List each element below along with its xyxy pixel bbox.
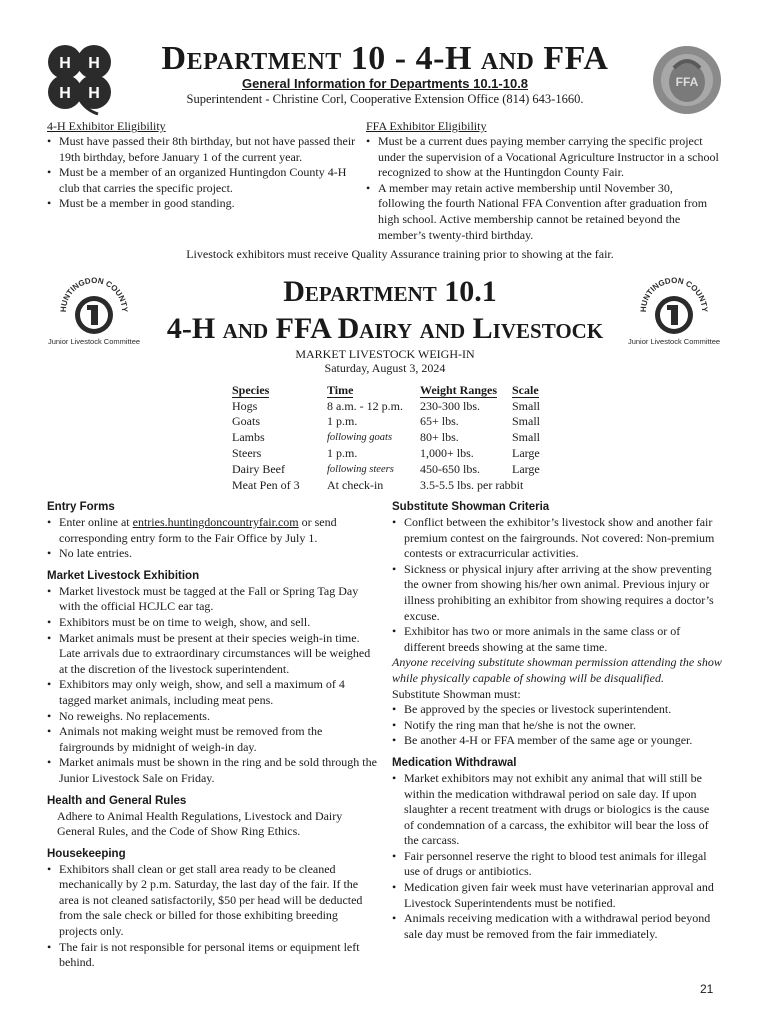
list-item: • Exhibitors may only weigh, show, and sell a maximum of 4 tagged market animals, including meat pens.	[47, 677, 377, 708]
health-rules-text: Adhere to Animal Health Regulations, Livestock and Dairy General Rules, and the Code of Show Ring Ethics.	[57, 808, 343, 839]
housekeeping-heading: Housekeeping	[47, 847, 126, 860]
table-row	[232, 446, 557, 462]
list-item: • Must be a member in good standing.	[47, 196, 367, 212]
department-10-title: Department 10 - 4-H and FFA	[161, 40, 609, 77]
list-item: • Sickness or physical injury after arriving at the show preventing the owner from showing his/her own animal. Previous injury or illness prohibiting an exhibitor from showing requires a doctor’s excuse.	[392, 562, 722, 624]
table-cell: 230-300 lbs.	[420, 398, 480, 413]
weighin-title: MARKET LIVESTOCK WEIGH-IN	[295, 347, 475, 361]
fourh-eligibility-heading: 4-H Exhibitor Eligibility	[47, 119, 166, 133]
jlc-county-arc-text-left: HUNTINGDON COUNTY	[58, 275, 130, 313]
table-cell: Lambs	[232, 430, 265, 445]
list-item: • Animals not making weight must be removed from the fairgrounds by midnight of weigh-in day.	[47, 724, 377, 755]
market-livestock-heading: Market Livestock Exhibition	[47, 569, 200, 582]
column-header-species: Species	[232, 383, 270, 397]
list-item: • Animals receiving medication with a withdrawal period beyond sale day must be removed from the fair immediately.	[392, 911, 722, 942]
svg-text:H: H	[88, 55, 100, 72]
list-item: • Must be a current dues paying member carrying the specific project under the supervision of a Vocational Agriculture Instructor in a school recognized to show at the Huntingdon County Fair.	[366, 134, 722, 181]
table-row	[232, 399, 557, 415]
page-number: 21	[700, 982, 714, 996]
list-item: • Exhibitor has two or more animals in the same class or of different breeds showing at the same time.	[392, 624, 722, 655]
list-item: • Must have passed their 8th birthday, but not have passed their 19th birthday, before January 1 of the current year.	[47, 134, 367, 165]
table-cell: Steers	[232, 446, 262, 461]
table-row	[232, 478, 557, 494]
list-item: • The fair is not responsible for personal items or equipment left behind.	[47, 940, 377, 971]
entry-forms-heading: Entry Forms	[47, 501, 115, 513]
table-cell: Large	[512, 446, 540, 461]
column-header-weight: Weight Ranges	[420, 383, 498, 397]
ffa-eligibility-heading: FFA Exhibitor Eligibility	[366, 119, 487, 133]
table-cell: following steers	[327, 464, 394, 476]
table-row	[232, 414, 557, 430]
column-header-scale: Scale	[512, 383, 539, 397]
superintendent-line: Superintendent - Christine Corl, Cooperative Extension Office (814) 643-1660.	[186, 92, 584, 106]
general-info-subtitle: General Information for Departments 10.1-10.8	[241, 76, 529, 91]
table-cell: At check-in	[327, 478, 384, 493]
list-item: • No reweighs. No replacements.	[47, 709, 377, 725]
list-item: • Be approved by the species or livestock superintendent.	[392, 702, 722, 718]
list-item: • Market livestock must be tagged at the Fall or Spring Tag Day with the official HCJLC ear tag.	[47, 584, 377, 615]
list-item: • A member may retain active membership until November 30, following the fourth National FFA Convention after graduation from high school. Active membership cannot be retained beyond the member’s twenty-third birthday.	[366, 181, 722, 243]
list-item: • Exhibitors must be on time to weigh, show, and sell.	[47, 615, 377, 631]
disqualification-note: Anyone receiving substitute showman permission attending the show while physically capable of showing will be disqualified.	[392, 655, 722, 685]
list-item: • Be another 4-H or FFA member of the same age or younger.	[392, 733, 722, 749]
svg-text:H: H	[59, 85, 71, 102]
table-cell: Small	[512, 398, 541, 413]
weighin-date: Saturday, August 3, 2024	[324, 361, 446, 375]
weighin-table	[232, 383, 557, 494]
medication-withdrawal-heading: Medication Withdrawal	[392, 756, 517, 769]
svg-text:FFA: FFA	[675, 75, 699, 89]
table-cell: 1 p.m.	[327, 446, 358, 461]
ffa-emblem-logo	[650, 42, 724, 118]
jlc-caption-left: Junior Livestock Committee	[47, 337, 141, 346]
health-rules-heading: Health and General Rules	[47, 794, 187, 807]
entry-text-pre: Enter online at	[59, 515, 133, 529]
table-cell: Dairy Beef	[232, 462, 285, 477]
list-item: • Fair personnel reserve the right to blood test animals for illegal use of drugs or antibiotics.	[392, 849, 722, 880]
jlc-county-arc-text-right: HUNTINGDON COUNTY	[638, 275, 710, 313]
svg-text:H: H	[59, 55, 71, 72]
list-item: • Notify the ring man that he/she is not the owner.	[392, 718, 722, 734]
list-item: • Conflict between the exhibitor’s livestock show and another fair premium contest on the fairgrounds. Not covered: Non-premium contests or extracurricular activities.	[392, 515, 722, 562]
table-cell: following goats	[327, 432, 393, 444]
list-item: • Market animals must be present at their species weigh-in time. Late arrivals due to extraordinary circumstances will be weighed at the discretion of the livestock superintendent.	[47, 631, 377, 678]
table-cell: 1,000+ lbs.	[420, 446, 474, 461]
svg-text:H: H	[88, 85, 100, 102]
table-header-row	[232, 383, 557, 399]
entry-text-post: or send corresponding entry form to the Fair Office by July 1.	[59, 515, 337, 545]
list-item: • Exhibitors shall clean or get stall area ready to be cleaned mechanically by 2 p.m. Saturday, the last day of the fair. If the area is not cleaned satisfactorily, $50 per head will be deducted from the sale check or billed for those exhibiting breeding projects only.	[47, 862, 377, 940]
table-cell: Hogs	[232, 398, 258, 413]
table-cell: Large	[512, 462, 540, 477]
department-10-1-title: Department 10.1	[283, 275, 497, 308]
jlc-caption-right: Junior Livestock Committee	[627, 337, 721, 346]
list-item: • Must be a member of an organized Huntingdon County 4-H club that carries the specific project.	[47, 165, 367, 196]
substitute-showman-heading: Substitute Showman Criteria	[392, 501, 550, 513]
table-cell: Small	[512, 414, 541, 429]
table-cell: 80+ lbs.	[420, 430, 459, 445]
fourh-eligibility	[47, 119, 367, 212]
column-header-time: Time	[327, 383, 354, 397]
table-row	[232, 430, 557, 446]
table-cell: 65+ lbs.	[420, 414, 459, 429]
ffa-eligibility	[366, 119, 722, 243]
table-cell: Goats	[232, 414, 260, 429]
department-10-1-subtitle: 4-H and FFA Dairy and Livestock	[166, 312, 604, 345]
table-cell: Small	[512, 430, 541, 445]
list-item: • Market exhibitors may not exhibit any animal that will still be within the medication withdrawal period on sale day. If upon slaughter a recent treatment with drugs or biologics is the cause of condemnation of a carcass, the exhibitor will bear the loss of the carcass.	[392, 771, 722, 849]
table-row	[232, 462, 557, 478]
entries-link[interactable]: entries.huntingdoncountryfair.com	[132, 515, 299, 529]
substitute-must-label: Substitute Showman must:	[392, 686, 521, 701]
list-item: • Market animals must be shown in the ring and be sold through the Junior Livestock Sale on Friday.	[47, 755, 377, 786]
quality-assurance-note: Livestock exhibitors must receive Quality Assurance training prior to showing at the fair.	[186, 247, 614, 261]
table-cell: 3.5-5.5 lbs. per rabbit	[420, 478, 524, 493]
table-cell: Meat Pen of 3	[232, 478, 300, 493]
list-item: • Medication given fair week must have veterinarian approval and Livestock Superintendents must be notified.	[392, 880, 722, 911]
list-item	[47, 515, 377, 546]
right-column	[392, 499, 722, 942]
table-cell: 1 p.m.	[327, 414, 358, 429]
list-item: • No late entries.	[47, 546, 377, 562]
left-column	[47, 499, 377, 971]
table-cell: 450-650 lbs.	[420, 462, 480, 477]
table-cell: 8 a.m. - 12 p.m.	[327, 398, 403, 413]
